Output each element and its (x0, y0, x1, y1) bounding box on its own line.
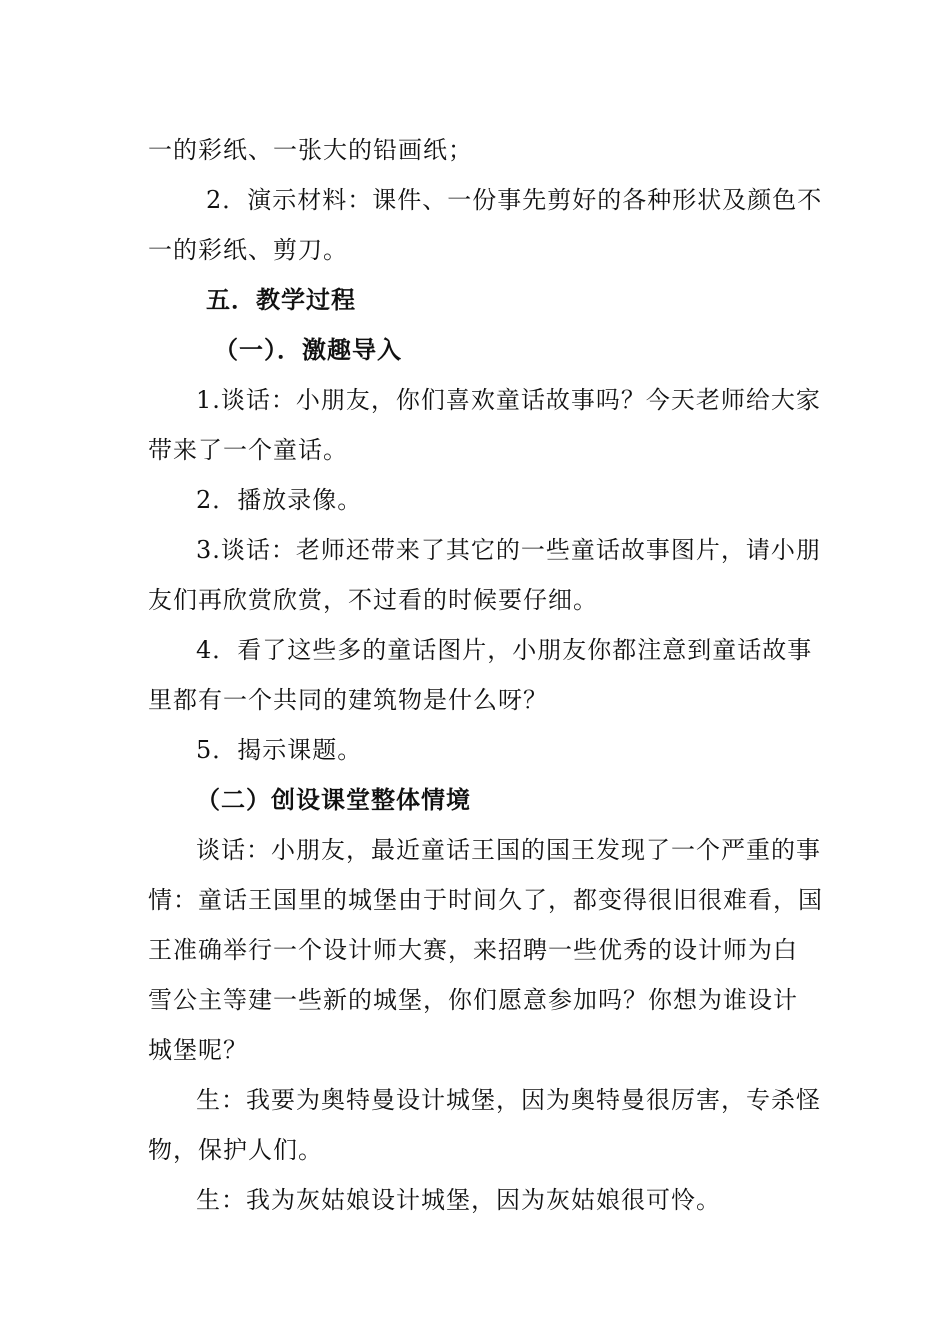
paragraph-line: 城堡呢？ (148, 1036, 248, 1064)
list-item-line: 4．看了这些多的童话图片，小朋友你都注意到童话故事 (196, 636, 813, 664)
list-item-line: 2．播放录像。 (196, 486, 363, 514)
list-item-line: 1.谈话：小朋友，你们喜欢童话故事吗？今天老师给大家 (196, 386, 821, 414)
paragraph-line: 情：童话王国里的城堡由于时间久了，都变得很旧很难看，国 (148, 886, 823, 914)
paragraph-line: 生：我要为奥特曼设计城堡，因为奥特曼很厉害，专杀怪 (196, 1086, 821, 1114)
paragraph-line: 物，保护人们。 (148, 1136, 323, 1164)
subsection-heading: （一）．激趣导入 (214, 336, 402, 364)
paragraph-line: 一的彩纸、剪刀。 (148, 236, 348, 264)
subsection-heading: （二）创设课堂整体情境 (196, 786, 471, 814)
list-item-line: 2．演示材料：课件、一份事先剪好的各种形状及颜色不 (206, 186, 823, 214)
list-item-line: 5．揭示课题。 (196, 736, 363, 764)
paragraph-line: 一的彩纸、一张大的铅画纸； (148, 136, 473, 164)
paragraph-line: 带来了一个童话。 (148, 436, 348, 464)
paragraph-line: 谈话：小朋友，最近童话王国的国王发现了一个严重的事 (196, 836, 821, 864)
paragraph-line: 友们再欣赏欣赏，不过看的时候要仔细。 (148, 586, 598, 614)
paragraph-line: 王准确举行一个设计师大赛，来招聘一些优秀的设计师为白 (148, 936, 798, 964)
paragraph-line: 雪公主等建一些新的城堡，你们愿意参加吗？你想为谁设计 (148, 986, 798, 1014)
section-heading: 五．教学过程 (206, 286, 356, 314)
list-item-line: 3.谈话：老师还带来了其它的一些童话故事图片，请小朋 (196, 536, 821, 564)
paragraph-line: 生：我为灰姑娘设计城堡，因为灰姑娘很可怜。 (196, 1186, 721, 1214)
paragraph-line: 里都有一个共同的建筑物是什么呀？ (148, 686, 548, 714)
